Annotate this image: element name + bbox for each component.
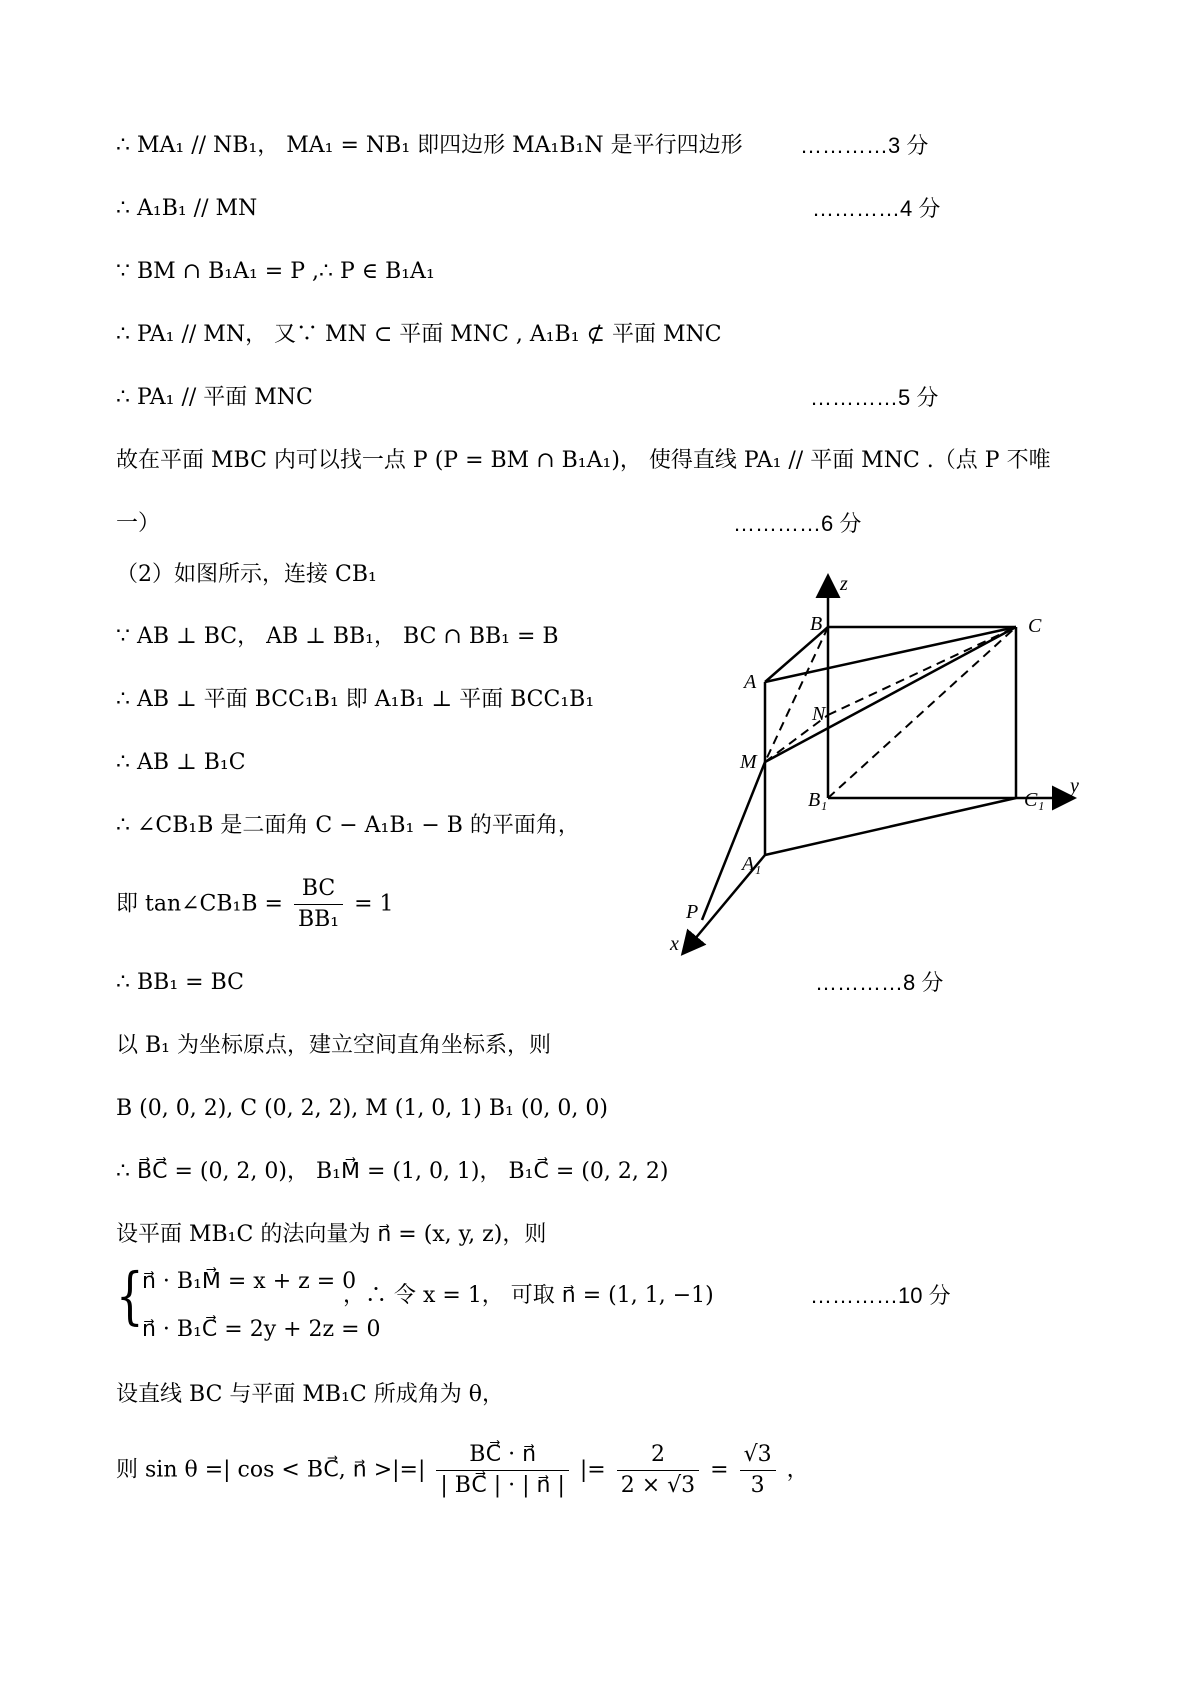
proof-line-parallelogram: ∴ MA₁ // NB₁， MA₁ = NB₁ 即四边形 MA₁B₁N 是平行四边形	[116, 133, 743, 158]
score-4: …………4 分	[812, 196, 941, 221]
ab-perp-b1c: ∴ AB ⊥ B₁C	[116, 750, 246, 775]
label-b: B	[810, 613, 823, 635]
label-c1: C₁	[1024, 789, 1045, 811]
angle-theta-intro: 设直线 BC 与平面 MB₁C 所成角为 θ，	[116, 1382, 504, 1407]
normal-vector-result: ，∴ 令 x = 1， 可取 n⃗ = (1, 1, −1)	[343, 1283, 714, 1308]
sin-fraction-3	[740, 1442, 776, 1499]
score-5: …………5 分	[810, 385, 939, 410]
score-3: …………3 分	[800, 133, 929, 158]
tan-equation	[116, 876, 394, 933]
tan-fraction	[294, 876, 343, 933]
label-a: A	[744, 671, 757, 693]
coordinate-system-intro: 以 B₁ 为坐标原点，建立空间直角坐标系，则	[116, 1033, 551, 1058]
left-brace: {	[116, 1259, 144, 1332]
proof-line-a1b1-parallel-mn: ∴ A₁B₁ // MN	[116, 196, 258, 221]
proof-line-conclusion: 故在平面 MBC 内可以找一点 P (P = BM ∩ B₁A₁)， 使得直线 PA₁ // 平面 MNC .（点 P 不唯	[116, 448, 1051, 473]
system-row-1: n⃗ · B₁M⃗ = x + z = 0	[142, 1269, 357, 1294]
sin-fraction-2	[617, 1442, 699, 1499]
prism-figure	[640, 570, 1080, 960]
label-p: P	[686, 901, 699, 923]
dihedral-angle-line: ∴ ∠CB₁B 是二面角 C − A₁B₁ − B 的平面角，	[116, 813, 580, 838]
proof-line-conclusion-end: 一）	[116, 511, 161, 536]
dashed-n-c	[828, 627, 1016, 715]
normal-vector-intro: 设平面 MB₁C 的法向量为 n⃗ = (x, y, z)，则	[116, 1222, 547, 1247]
sin-mid: |=	[579, 1457, 606, 1483]
label-x: x	[670, 933, 679, 955]
score-6: …………6 分	[733, 511, 862, 536]
label-y: y	[1070, 775, 1079, 797]
proof-line-pa1-parallel: ∴ PA₁ // MN， 又∵ MN ⊂ 平面 MNC , A₁B₁ ⊄ 平面 MNC	[116, 322, 722, 347]
sin-prefix: 则 sin θ =| cos < BC⃗, n⃗ >|=|	[116, 1457, 426, 1483]
ab-perp-plane: ∴ AB ⊥ 平面 BCC₁B₁ 即 A₁B₁ ⊥ 平面 BCC₁B₁	[116, 687, 595, 712]
tan-denominator: BB₁	[297, 907, 340, 932]
score-10: …………10 分	[810, 1283, 951, 1308]
label-a1: A₁	[742, 853, 762, 875]
label-c: C	[1028, 615, 1042, 637]
sin-fraction-1-numerator: BC⃗ · n⃗	[436, 1442, 568, 1471]
sin-fraction-1	[436, 1442, 568, 1499]
system-row-2: n⃗ · B₁C⃗ = 2y + 2z = 0	[142, 1317, 381, 1342]
edge-a-c	[765, 627, 1016, 682]
proof-line-pa1-plane: ∴ PA₁ // 平面 MNC	[116, 385, 313, 410]
tan-prefix: 即 tan∠CB₁B =	[116, 891, 283, 917]
edge-a1-c1	[765, 798, 1016, 855]
sin-suffix: ，	[786, 1457, 809, 1483]
part2-heading: （2）如图所示，连接 CB₁	[116, 562, 377, 587]
point-coordinates: B (0, 0, 2), C (0, 2, 2), M (1, 0, 1) B₁ (0, 0, 0)	[116, 1096, 608, 1121]
sin-fraction-2-numerator: 2	[617, 1442, 699, 1471]
score-8: …………8 分	[815, 970, 944, 995]
edge-m-p	[702, 762, 765, 920]
vector-coordinates: ∴ B⃗C⃗ = (0, 2, 0)， B₁M⃗ = (1, 0, 1)， B₁C⃗ = (0, 2, 2)	[116, 1159, 669, 1184]
dashed-b-m	[765, 627, 828, 762]
sin-equals: =	[710, 1457, 729, 1483]
label-b1: B₁	[808, 789, 828, 811]
tan-numerator: BC	[294, 876, 343, 905]
sin-fraction-3-numerator: √3	[740, 1442, 776, 1471]
sin-fraction-1-denominator: | BC⃗ | · | n⃗ |	[440, 1473, 565, 1498]
perpendicular-conditions: ∵ AB ⊥ BC， AB ⊥ BB₁， BC ∩ BB₁ = B	[116, 624, 559, 649]
proof-line-p-intersection: ∵ BM ∩ B₁A₁ = P ,∴ P ∈ B₁A₁	[116, 259, 435, 284]
sin-fraction-2-denominator: 2 × √3	[620, 1473, 696, 1498]
label-n: N	[812, 703, 826, 725]
sin-equation	[116, 1442, 809, 1499]
edge-m-c	[765, 627, 1016, 762]
bb1-equals-bc: ∴ BB₁ = BC	[116, 970, 244, 995]
edge-b-a	[765, 627, 828, 682]
label-z: z	[840, 573, 848, 595]
sin-fraction-3-denominator: 3	[750, 1473, 765, 1498]
label-m: M	[740, 751, 757, 773]
tan-suffix: = 1	[354, 891, 394, 917]
